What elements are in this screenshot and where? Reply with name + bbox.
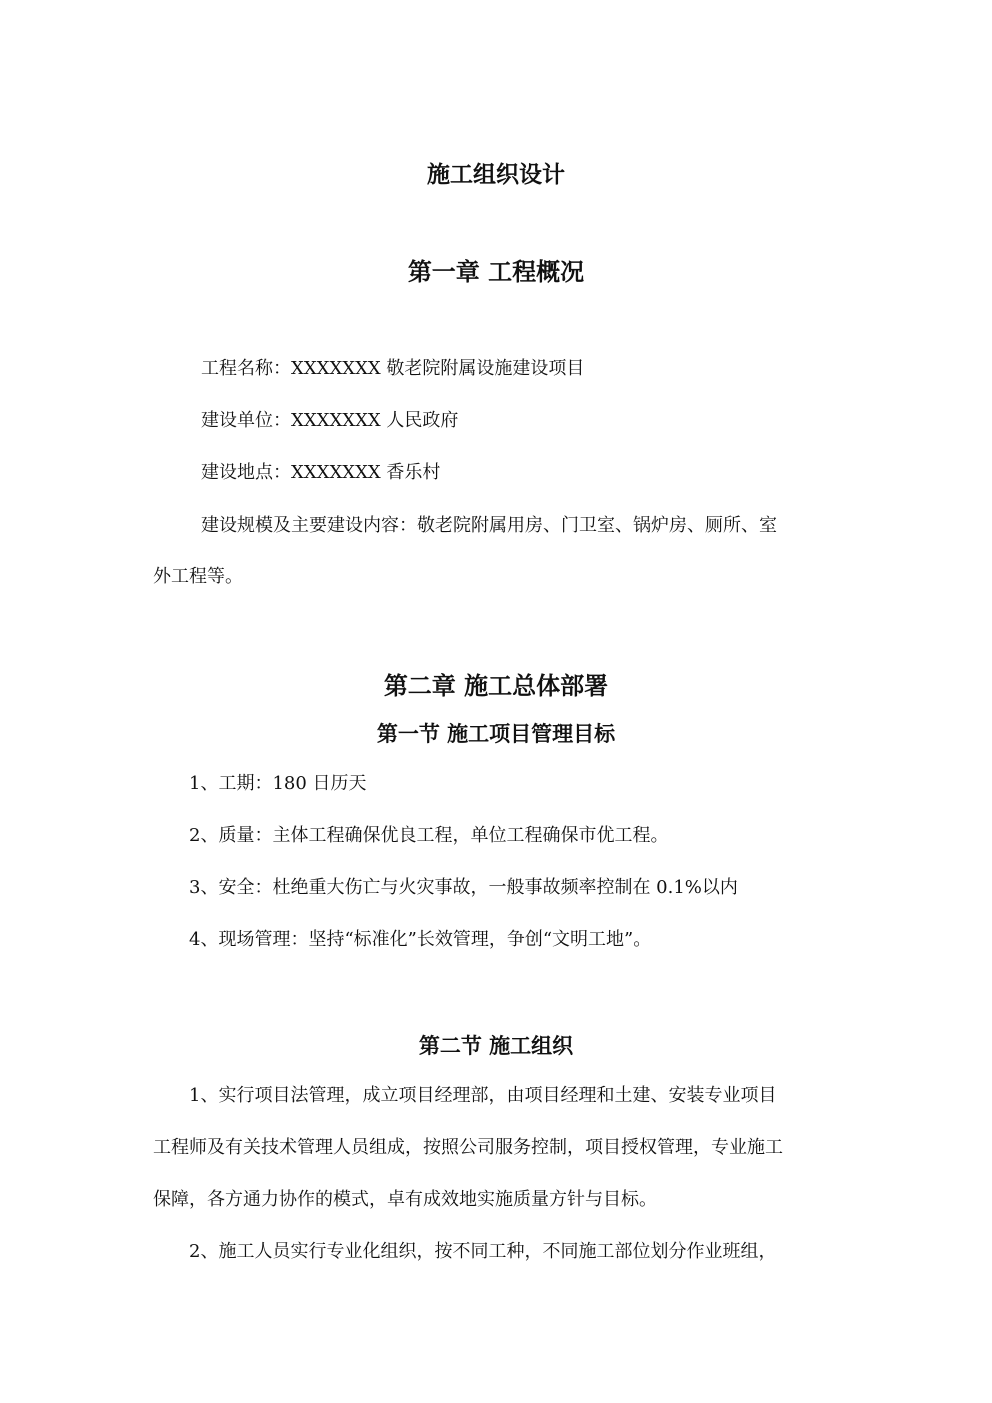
project-name-line: 工程名称：XXXXXXX 敬老院附属设施建设项目 bbox=[201, 358, 585, 379]
section-2-heading: 第二节 施工组织 bbox=[418, 1033, 574, 1058]
goal-item-quality: 2、质量：主体工程确保优良工程，单位工程确保市优工程。 bbox=[189, 825, 669, 846]
organization-paragraph-1-line-1: 1、实行项目法管理，成立项目经理部，由项目经理和土建、安装专业项目 bbox=[189, 1085, 777, 1106]
construction-site-line: 建设地点：XXXXXXX 香乐村 bbox=[201, 462, 441, 483]
document-title: 施工组织设计 bbox=[427, 161, 565, 188]
construction-unit-line: 建设单位：XXXXXXX 人民政府 bbox=[201, 410, 459, 431]
organization-paragraph-1-line-3: 保障，各方通力协作的模式，卓有成效地实施质量方针与目标。 bbox=[153, 1189, 657, 1210]
goal-item-site-management: 4、现场管理：坚持“标准化”长效管理，争创“文明工地”。 bbox=[189, 929, 652, 950]
construction-scope-line-cont: 外工程等。 bbox=[153, 566, 243, 587]
chapter-2-heading: 第二章 施工总体部署 bbox=[383, 671, 609, 700]
chapter-1-heading: 第一章 工程概况 bbox=[407, 257, 585, 286]
organization-paragraph-2-line-1: 2、施工人员实行专业化组织，按不同工种，不同施工部位划分作业班组， bbox=[189, 1241, 777, 1262]
organization-paragraph-1-line-2: 工程师及有关技术管理人员组成，按照公司服务控制，项目授权管理，专业施工 bbox=[153, 1137, 783, 1158]
construction-scope-line: 建设规模及主要建设内容：敬老院附属用房、门卫室、锅炉房、厕所、室 bbox=[201, 515, 777, 536]
goal-item-schedule: 1、工期：180 日历天 bbox=[189, 773, 367, 794]
section-1-heading: 第一节 施工项目管理目标 bbox=[376, 721, 616, 746]
goal-item-safety: 3、安全：杜绝重大伤亡与火灾事故，一般事故频率控制在 0.1%以内 bbox=[189, 877, 738, 898]
